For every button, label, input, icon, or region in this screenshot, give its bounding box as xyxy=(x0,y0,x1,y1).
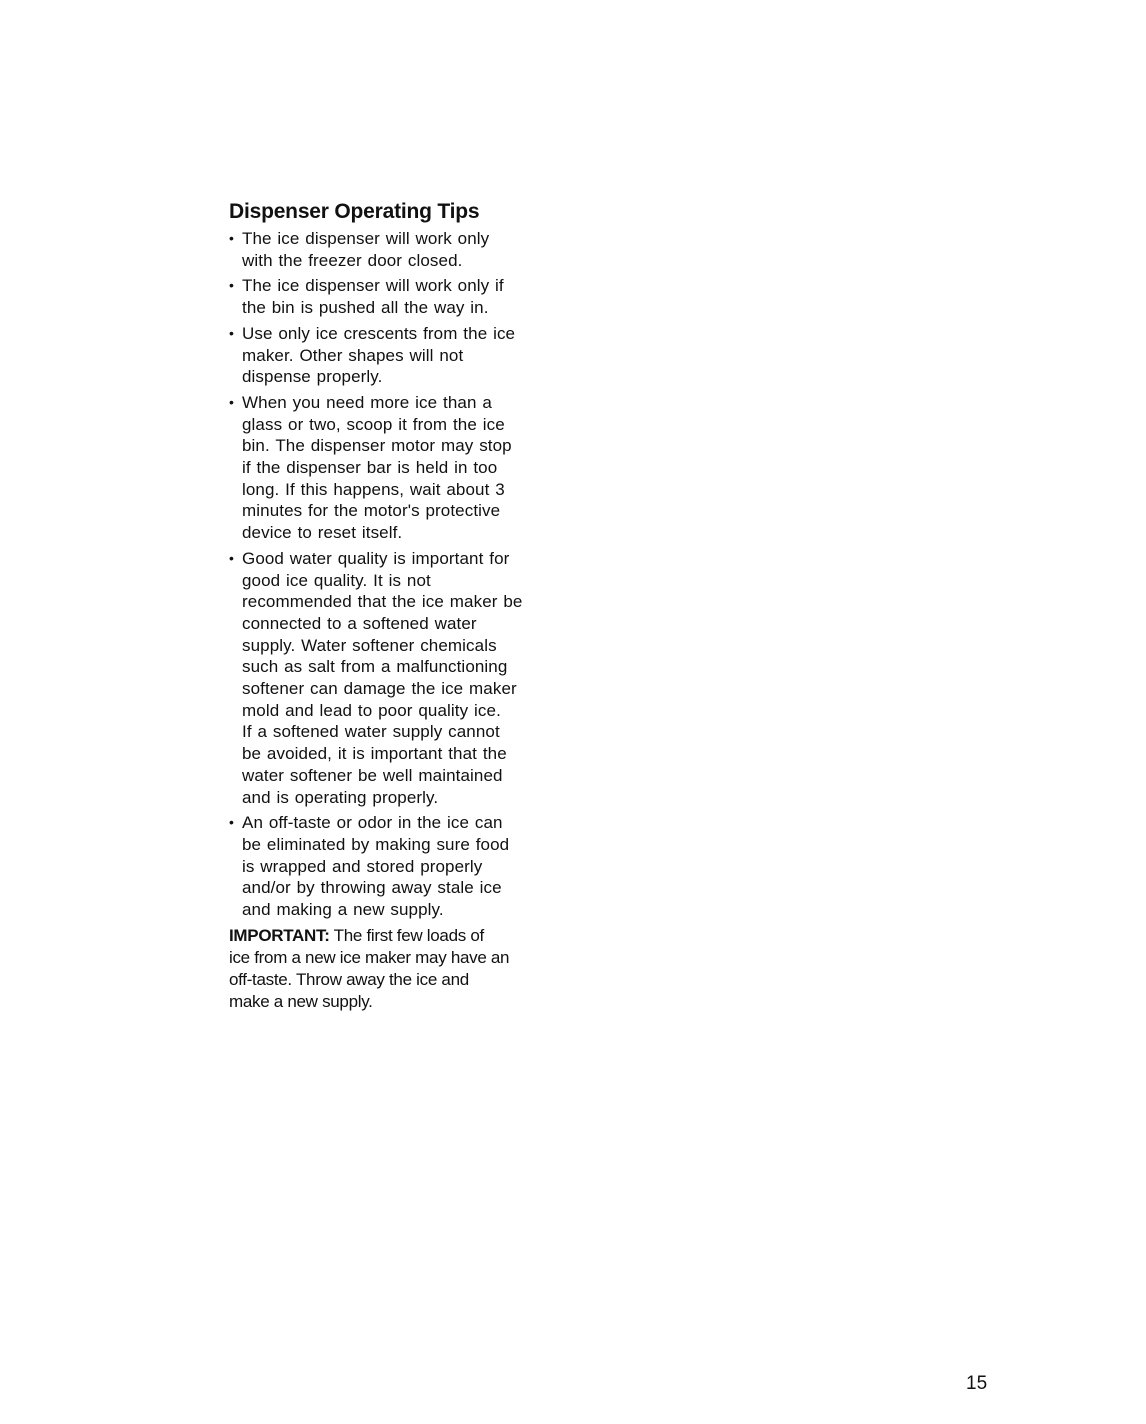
bullet-icon: • xyxy=(229,549,235,566)
tips-list xyxy=(229,228,574,921)
tip-text: When you need more ice than a glass or two, scoop it from the ice bin. The dispenser motor may stop if the dispenser bar is held in too long. If this happens, wait about 3 minutes for the motor's protective device to reset itself. xyxy=(242,392,512,543)
bullet-icon: • xyxy=(229,277,235,294)
bullet-icon: • xyxy=(229,814,235,831)
section-heading: Dispenser Operating Tips xyxy=(229,200,480,223)
tip-item xyxy=(229,812,574,921)
important-note xyxy=(229,925,574,1013)
tip-text: The ice dispenser will work only with the freezer door closed. xyxy=(242,229,490,270)
bullet-icon: • xyxy=(229,324,235,341)
tip-item xyxy=(229,275,574,318)
important-text: The first few loads of ice from a new ice maker may have an off-taste. Throw away the ice and make a new supply. xyxy=(229,925,510,1011)
important-label: IMPORTANT: xyxy=(229,925,330,945)
tip-item xyxy=(229,228,574,271)
dispenser-tips-section xyxy=(229,198,574,1030)
tip-text: Good water quality is important for good ice quality. It is not recommended that the ice maker be connected to a softened water supply. Water softener chemicals such as salt from a malfunctioning softener can damage the ice maker mold and lead to poor quality ice. If a softened water supply cannot be avoided, it is important that the water softener be well maintained and is operating properly. xyxy=(242,548,523,807)
page-number: 15 xyxy=(966,1373,988,1394)
tip-text: An off-taste or odor in the ice can be eliminated by making sure food is wrapped and stored properly and/or by throwing away stale ice and making a new supply. xyxy=(242,813,510,920)
tip-item xyxy=(229,548,574,808)
tip-text: Use only ice crescents from the ice maker. Other shapes will not dispense properly. xyxy=(242,323,516,387)
tip-item xyxy=(229,392,574,544)
tip-text: The ice dispenser will work only if the bin is pushed all the way in. xyxy=(242,276,504,318)
bullet-icon: • xyxy=(229,393,235,410)
tip-item xyxy=(229,323,574,388)
bullet-icon: • xyxy=(229,230,235,246)
